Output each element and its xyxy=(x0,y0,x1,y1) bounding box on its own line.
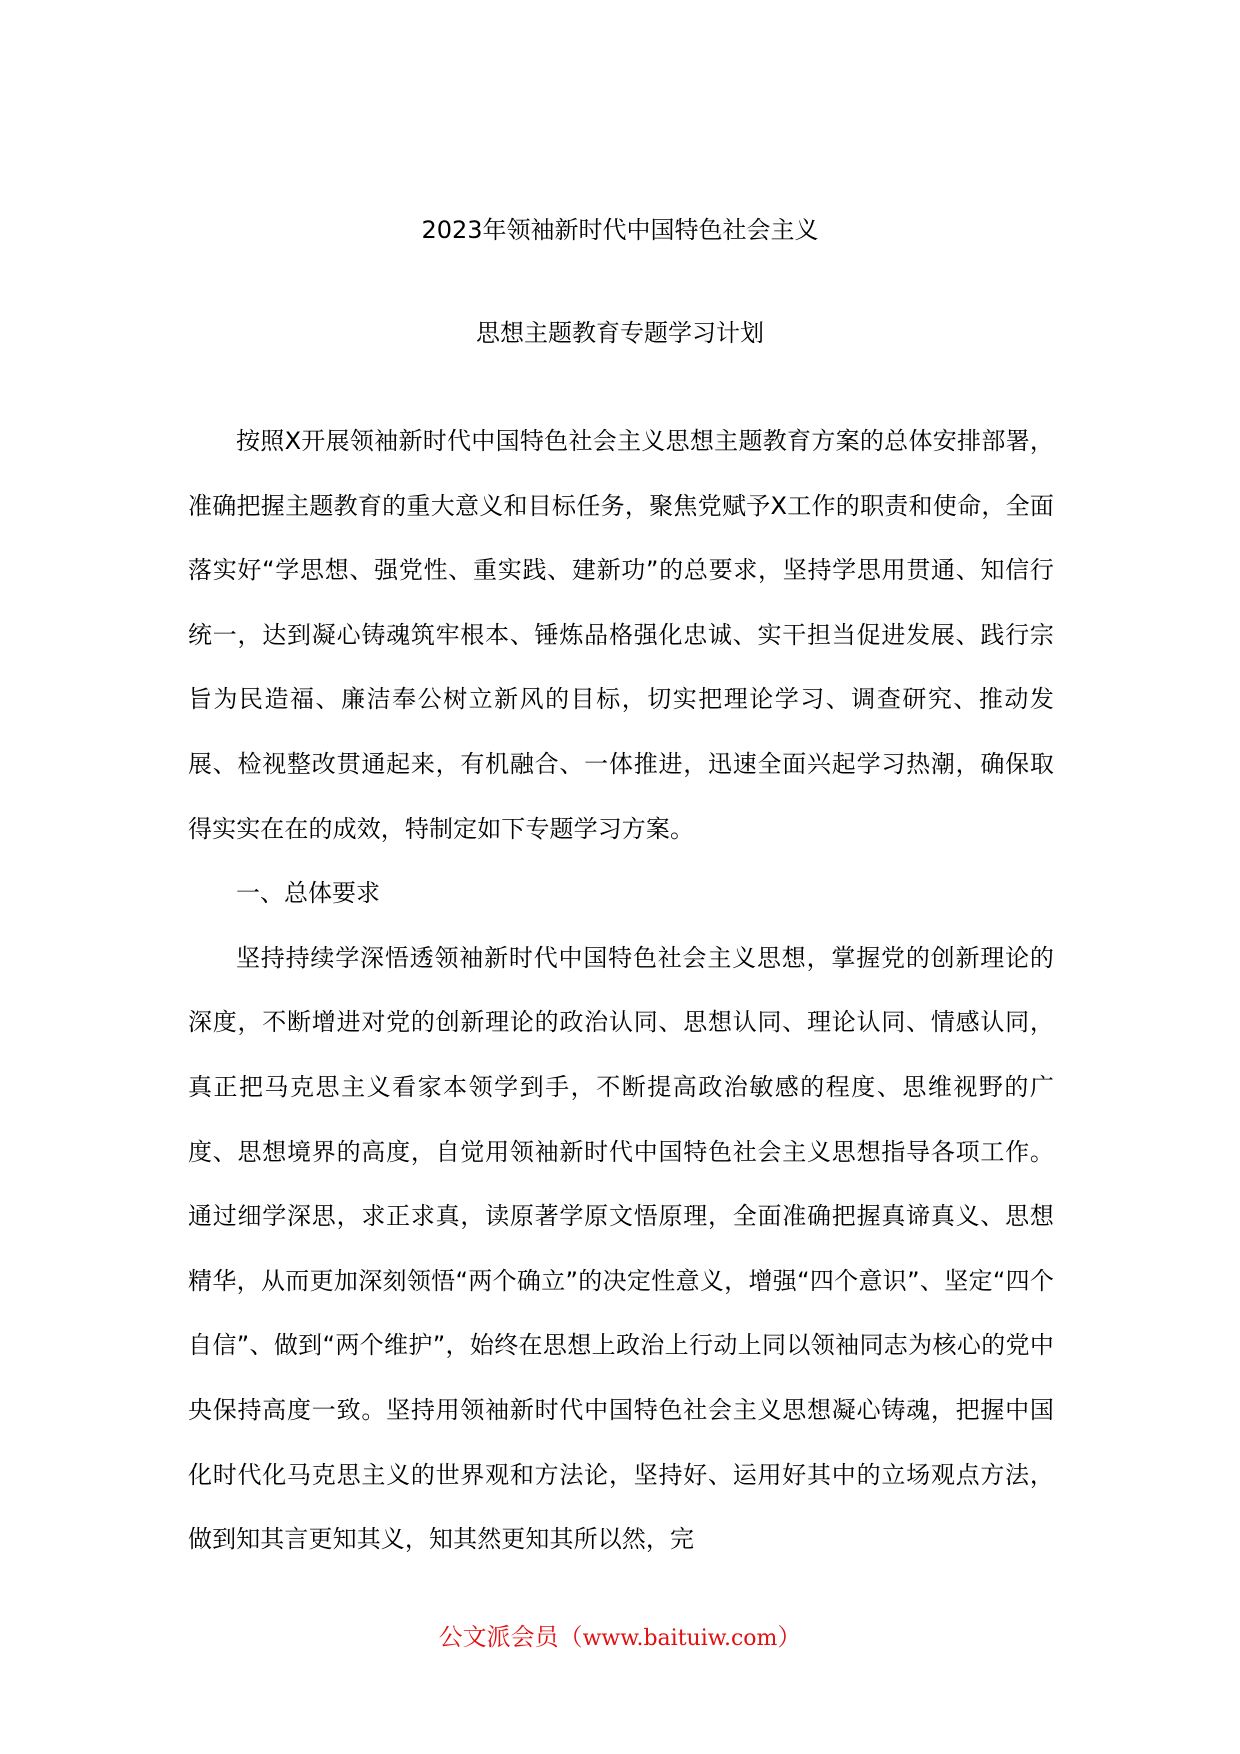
section-heading: 一、总体要求 xyxy=(236,879,380,908)
footer-close: ） xyxy=(777,1623,802,1651)
document-body xyxy=(188,409,1054,1572)
footer-label: 公文派会员（ xyxy=(438,1623,583,1651)
section-paragraph: 坚持持续学深悟透领袖新时代中国特色社会主义思想，掌握党的创新理论的深度，不断增进对党的创新理论的政治认同、思想认同、理论认同、情感认同，真正把马克思主义看家本领学到手，不断提高政治敏感的程度、思维视野的广度、思想境界的高度，自觉用领袖新时代中国特色社会主义思想指导各项工作。通过细学深思，求正求真，读原著学原文悟原理，全面准确把握真谛真义、思想精华，从而更加深刻领悟“两个确立”的决定性意义，增强“四个意识”、坚定“四个自信”、做到“两个维护”，始终在思想上政治上行动上同以领袖同志为核心的党中央保持高度一致。坚持用领袖新时代中国特色社会主义思想凝心铸魂，把握中国化时代化马克思主义的世界观和方法论，坚持好、运用好其中的立场观点方法，做到知其言更知其义，知其然更知其所以然，完 xyxy=(188,943,1054,1554)
footer-url[interactable]: www.baituiw.com xyxy=(582,1626,778,1651)
footer-watermark xyxy=(0,1622,1240,1654)
document-title-line-1: 2023年领袖新时代中国特色社会主义 xyxy=(421,216,819,244)
document-title-line-2: 思想主题教育专题学习计划 xyxy=(476,319,764,347)
intro-paragraph: 按照X开展领袖新时代中国特色社会主义思想主题教育方案的总体安排部署，准确把握主题教育的重大意义和目标任务，聚焦党赋予X工作的职责和使命，全面落实好“学思想、强党性、重实践、建新功”的总要求，坚持学思用贯通、知信行统一，达到凝心铸魂筑牢根本、锤炼品格强化忠诚、实干担当促进发展、践行宗旨为民造福、廉洁奉公树立新风的目标，切实把理论学习、调查研究、推动发展、检视整改贯通起来，有机融合、一体推进，迅速全面兴起学习热潮，确保取得实实在在的成效，特制定如下专题学习方案。 xyxy=(188,427,1054,843)
